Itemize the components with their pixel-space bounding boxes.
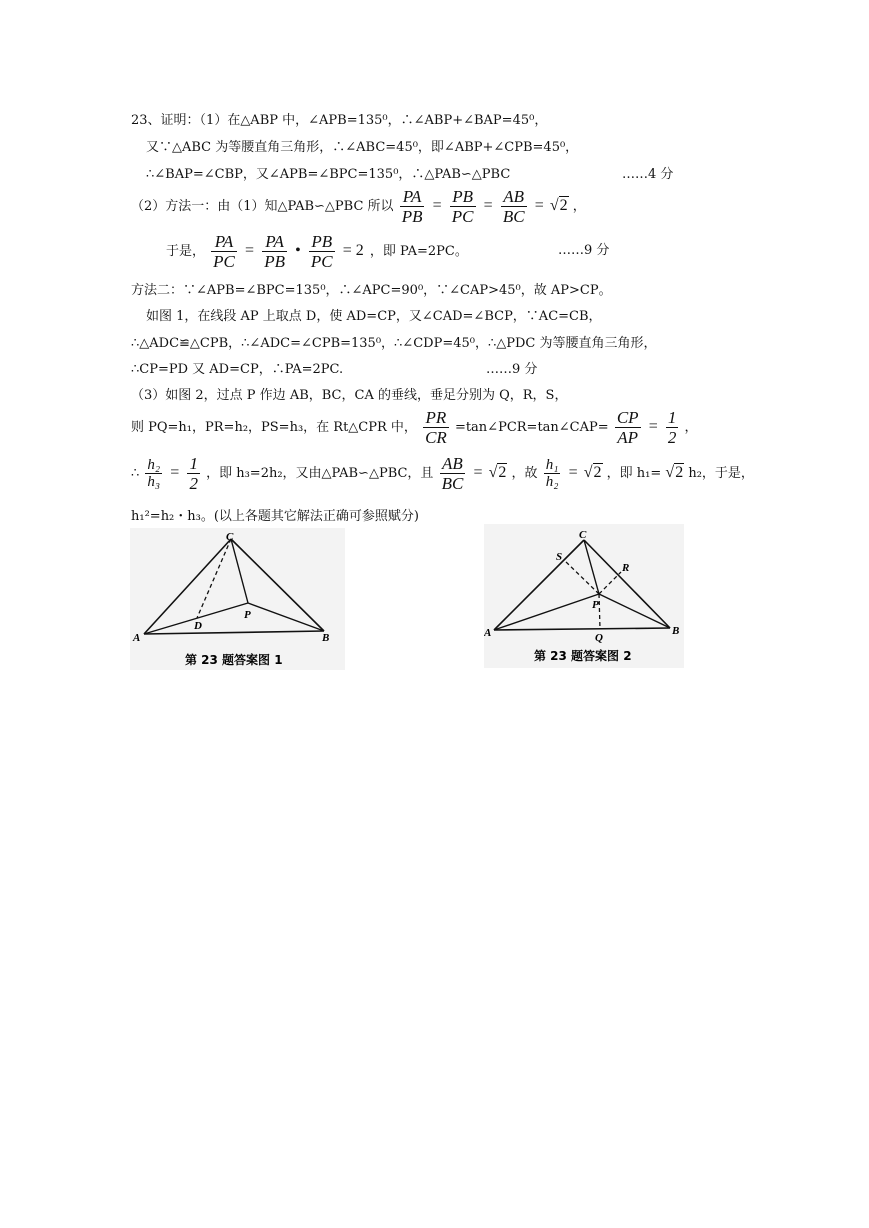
dot-operator: • [295,242,301,259]
figure-2-background [484,524,684,668]
label-D: D [194,620,202,632]
fraction-pa-pc: $\frac{PA}{PC}$ [213,232,235,271]
equals: = [534,197,544,214]
equals: = [568,464,578,481]
figure-2-caption: 第 23 题答案图 2 [534,649,632,663]
line-12-part-c: ，即 h₁= [606,466,662,481]
line-12-part-d: h₂，于是， [688,466,754,481]
line-5-text: ，即 PA=2PC。 [369,244,468,259]
therefore-sign: ∴ [131,466,140,481]
label-Q: Q [595,632,603,644]
fraction-pb-pc-2: $\frac{PB}{PC}$ [310,232,333,271]
figure-1-diagram [130,528,345,670]
figure-1 [130,528,345,670]
equals: = [170,464,180,481]
sqrt-2c: √2 [583,464,602,481]
solution-line-6: 方法二：∵∠APB=∠BPC=135⁰，∴∠APC=90⁰，∵∠CAP>45⁰，故 AP>CP。 [131,283,612,298]
figure-1-caption: 第 23 题答案图 1 [185,653,283,667]
label-A: A [133,632,141,644]
equals-2: = 2 [342,242,364,259]
fraction-cp-ap: $\frac{CP}{AP}$ [616,408,639,447]
fraction-pr-cr: $\frac{PR}{CR}$ [425,408,447,447]
solution-line-11: 则 PQ=h₁，PR=h₂，PS=h₃，在 Rt△CPR 中， $\frac{PR}{CR}$ =tan∠PCR=tan∠CAP= $\frac{CP}{AP}$ = $\frac{1}{2}$ ， [131,408,698,447]
equals: = [245,242,255,259]
equals: = [483,197,493,214]
label-A: A [484,627,492,639]
fraction-h1-h2: $\frac{\text{h₁}}{\text{h₂}}$ [545,457,559,490]
label-B: B [322,632,330,644]
solution-line-9 [131,361,538,379]
line-12-part-a: ，即 h₃=2h₂，又由△PAB∽△PBC，且 [206,466,434,481]
sqrt-2: √2 [549,197,568,214]
figure-1-background [130,528,345,670]
fraction-ab-bc: $\frac{AB}{BC}$ [502,187,525,226]
solution-line-10: （3）如图 2，过点 P 作边 AB，BC，CA 的垂线，垂足分别为 Q，R，S， [131,388,568,403]
solution-line-3 [146,166,674,184]
fraction-pa-pb-2: $\frac{PA}{PB}$ [264,232,285,271]
fraction-pb-pc: $\frac{PB}{PC}$ [451,187,474,226]
sqrt-2b: √2 [488,464,507,481]
score-9: ……9 分 [558,243,610,258]
solution-line-12 [131,452,754,495]
equals: = [473,464,483,481]
score-4: ……4 分 [622,167,674,182]
line-9-text: ∴CP=PD 又 AD=CP，∴PA=2PC. [131,362,344,377]
equals: = [432,197,442,214]
label-S: S [556,551,563,563]
figure-2 [484,524,684,668]
label-B: B [672,625,680,637]
fraction-one-half-2: $\frac{1}{2}$ [189,454,198,493]
solution-line-1: 23、证明：（1）在△ABP 中，∠APB=135⁰，∴∠ABP+∠BAP=45⁰， [131,113,548,128]
figure-2-diagram [484,524,684,668]
line-4-text: （2）方法一：由（1）知△PAB∽△PBC 所以 [131,199,394,214]
label-R: R [622,562,630,574]
line-5-prefix: 于是， [166,244,206,259]
label-C: C [579,529,587,541]
solution-line-2: 又∵△ABC 为等腰直角三角形，∴∠ABC=45⁰，即∠ABP+∠CPB=45⁰， [146,140,579,155]
sqrt-2d: √2 [665,464,684,481]
solution-line-8: ∴△ADC≌△CPB，∴∠ADC=∠CPB=135⁰，∴∠CDP=45⁰，∴△PDC 为等腰直角三角形， [131,336,657,351]
line-12-part-b: ，故 [511,466,538,481]
line-11-text: 则 PQ=h₁，PR=h₂，PS=h₃，在 Rt△CPR 中， [131,420,417,435]
fraction-one-half: $\frac{1}{2}$ [667,408,677,447]
fraction-h2-h3: $\frac{\text{h₂}}{\text{h₃}}$ [147,457,161,490]
line-3-text: ∴∠BAP=∠CBP，又∠APB=∠BPC=135⁰，∴△PAB∽△PBC [146,167,511,182]
score-9b: ……9 分 [486,362,538,377]
solution-line-4: （2）方法一：由（1）知△PAB∽△PBC 所以 $\frac{PA}{PB}$ = $\frac{PB}{PC}$ = $\frac{AB}{BC}$ = √2 ， [131,187,586,226]
tan-relation: =tan∠PCR=tan∠CAP= [454,420,609,435]
fraction-ab-bc-2: $\frac{AB}{BC}$ [441,454,464,493]
solution-line-7: 如图 1，在线段 AP 上取点 D，使 AD=CP，又∠CAD=∠BCP，∵AC=CB， [146,309,602,324]
fraction-pa-pb: $\frac{PA}{PB}$ [401,187,423,226]
label-P: P [244,609,251,621]
equals: = [648,418,658,435]
solution-line-5 [166,230,610,273]
label-P: P [592,599,599,611]
solution-line-13: h₁²=h₂・h₃。(以上各题其它解法正确可参照赋分) [131,509,419,524]
label-C: C [226,531,234,543]
